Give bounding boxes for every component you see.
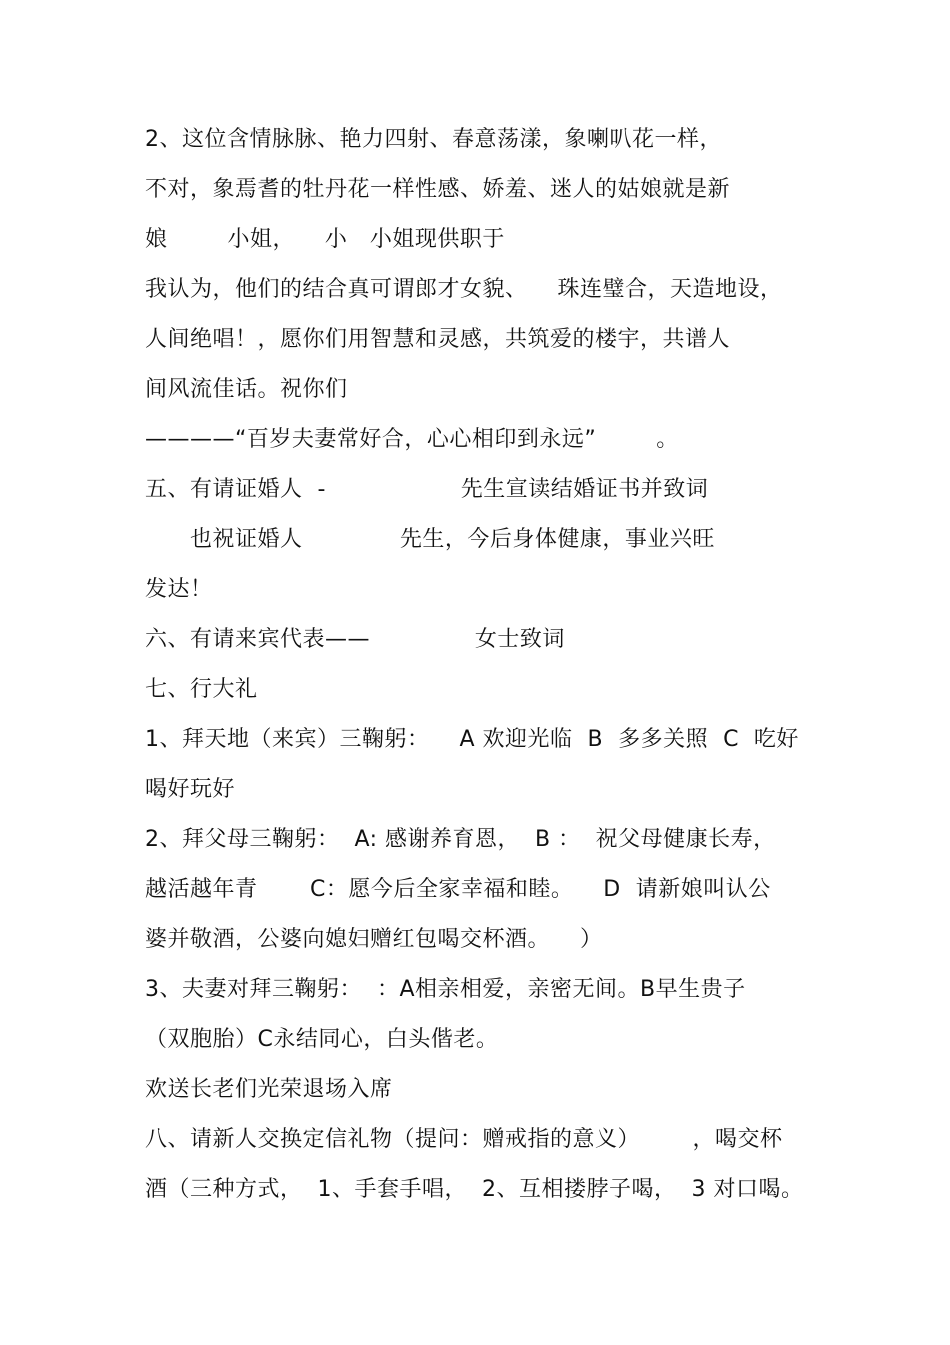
text-line: 1、拜天地（来宾）三鞠躬： A 欢迎光临 B 多多关照 C 吃好 <box>145 727 799 752</box>
text-line: 我认为，他们的结合真可谓郎才女貌、 珠连璧合，天造地设， <box>145 277 783 302</box>
text-line: ————“百岁夫妻常好合，心心相印到永远” 。 <box>145 427 679 452</box>
text-line: 2、拜父母三鞠躬： A: 感谢养育恩， B ： 祝父母健康长寿， <box>145 827 776 852</box>
text-line: 八、请新人交换定信礼物（提问：赠戒指的意义） ，喝交杯 <box>145 1127 783 1152</box>
text-line: 欢送长老们光荣退场入席 <box>145 1077 393 1102</box>
text-line: 婆并敬酒，公婆向媳妇赠红包喝交杯酒。 ） <box>145 927 603 952</box>
text-line: 喝好玩好 <box>145 777 236 802</box>
text-line: 发达！ <box>145 577 213 602</box>
text-line: 酒（三种方式， 1、手套手唱， 2、互相搂脖子喝， 3 对口喝。 <box>145 1177 804 1202</box>
text-line: （双胞胎）C永结同心，白头偕老。 <box>145 1027 499 1052</box>
text-line: 人间绝唱！，愿你们用智慧和灵感，共筑爱的楼宇，共谱人 <box>145 327 731 352</box>
text-line: 也祝证婚人 先生，今后身体健康，事业兴旺 <box>145 527 715 552</box>
text-line: 五、有请证婚人 - 先生宣读结婚证书并致词 <box>145 477 709 502</box>
text-line: 娘 小姐， 小 小姐现供职于 <box>145 227 505 252</box>
text-line: 六、有请来宾代表—— 女士致词 <box>145 627 565 652</box>
text-line: 不对，象焉耆的牡丹花一样性感、娇羞、迷人的姑娘就是新 <box>145 177 731 202</box>
text-line: 间风流佳话。祝你们 <box>145 377 348 402</box>
text-line: 3、夫妻对拜三鞠躬： ：A相亲相爱，亲密无间。B早生贵子 <box>145 977 746 1002</box>
text-line: 越活越年青 C：愿今后全家幸福和睦。 D 请新娘叫认公 <box>145 877 771 902</box>
text-line: 七、行大礼 <box>145 677 258 702</box>
text-line: 2、这位含情脉脉、艳力四射、春意荡漾，象喇叭花一样， <box>145 127 722 152</box>
